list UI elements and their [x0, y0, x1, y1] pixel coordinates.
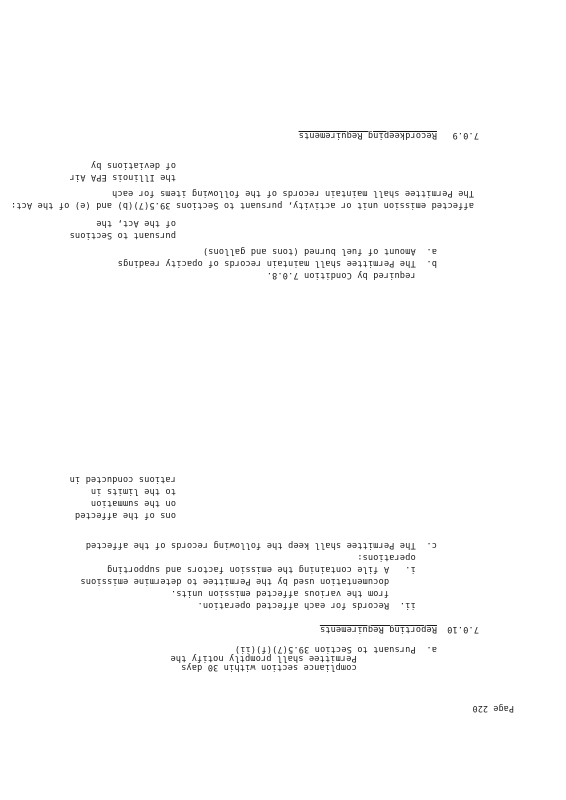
right-fragment: on the summation: [90, 498, 176, 508]
right-fragment: of the Act, the: [96, 218, 176, 228]
record-line: operations:: [357, 552, 437, 562]
right-fragment: pursuant to Sections: [69, 230, 176, 240]
record-line: i. A file containing the emission factors and supporting: [106, 564, 437, 574]
record-line: ii. Records for each affected operation.: [197, 600, 437, 610]
section-title: Recordkeeping Requirements: [298, 130, 437, 140]
section-number: 7.0.9: [452, 130, 479, 140]
right-fragment: of deviations by: [90, 160, 176, 170]
right-fragment: rations conducted in: [69, 474, 176, 484]
record-line: required by Condition 7.0.8.: [266, 270, 437, 280]
section-number: 7.0.10: [447, 624, 479, 634]
reporting-line: compliance section within 30 days: [181, 662, 378, 672]
record-line: from the various affected emission units.: [170, 588, 437, 598]
record-line: affected emission unit or activity, pursuant to Sections 39.5(7)(b) and (e) of the Act:: [10, 200, 474, 210]
right-fragment: to the limits in: [90, 486, 176, 496]
record-line: The Permittee shall maintain records of the following items for each: [111, 188, 474, 198]
record-line: c. The Permittee shall keep the following records of the affected: [85, 540, 437, 550]
record-line: documentation used by the Permittee to determine emissions: [80, 576, 437, 586]
right-fragment: the Illinois EPA Air: [69, 172, 176, 182]
record-line: a. Amount of fuel burned (tons and gallons): [202, 246, 437, 256]
reporting-line: a. Pursuant to Section 39.5(7)(f)(ii): [234, 644, 437, 654]
section-title: Reporting Requirements: [319, 624, 437, 634]
record-line: b. The Permittee shall maintain records of opacity readings: [117, 258, 437, 268]
page-label: Page 220: [472, 704, 514, 714]
right-fragment: ons of the affected: [74, 510, 176, 520]
reporting-line: Permittee shall promptly notify the: [170, 653, 378, 663]
